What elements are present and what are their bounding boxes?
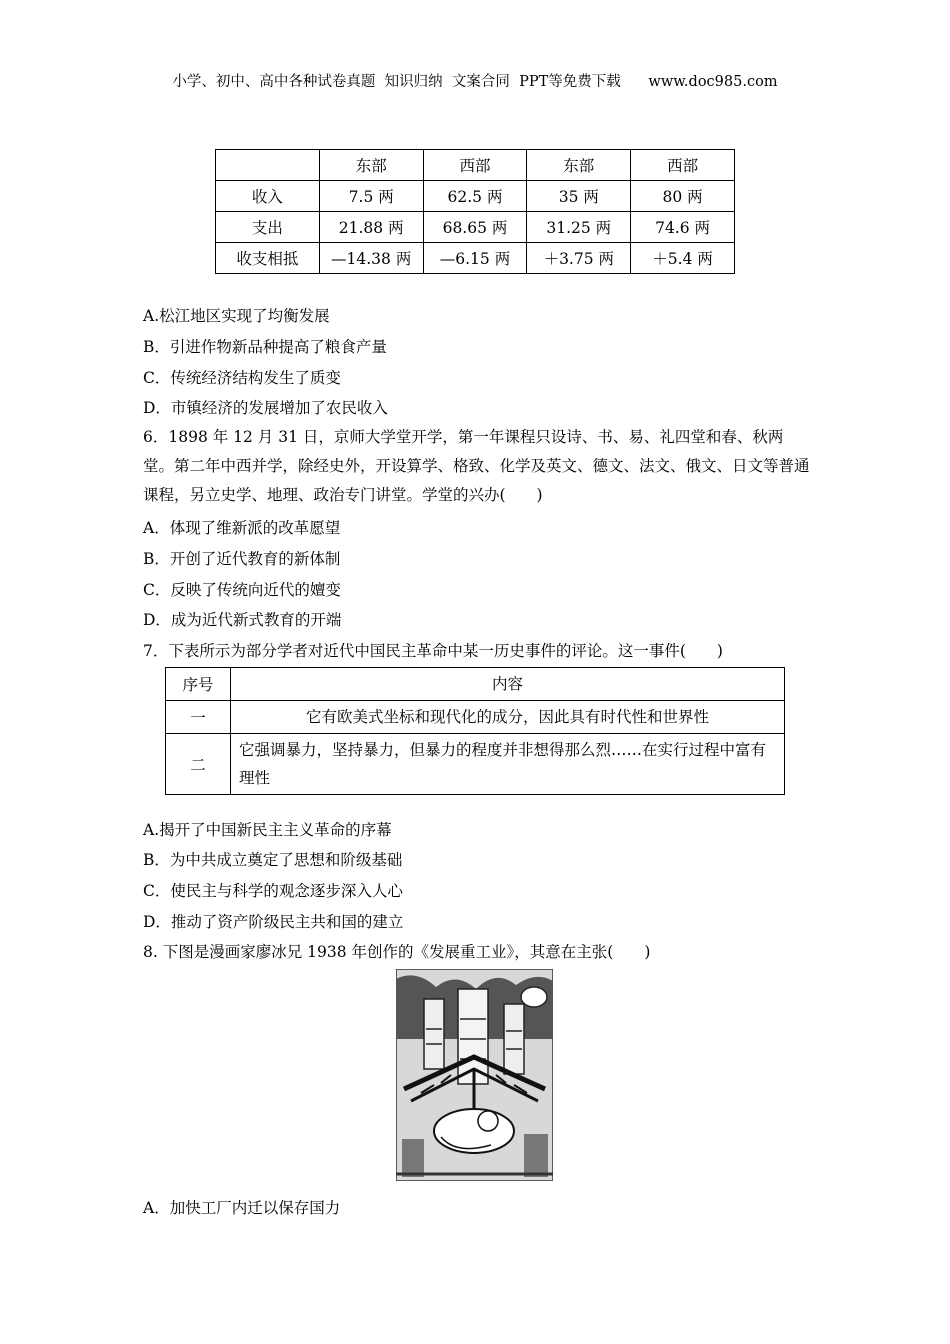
q7-option-c: C．使民主与科学的观念逐步深入人心: [143, 882, 403, 900]
table-cell: 21.88 两: [319, 212, 423, 243]
table-cell: [216, 150, 320, 181]
q6-option-b: B．开创了近代教育的新体制: [143, 550, 341, 568]
table-row: [216, 243, 735, 274]
q6-option-c: C．反映了传统向近代的嬗变: [143, 581, 341, 599]
table-row: [166, 701, 785, 734]
q5-option-b: B．引进作物新品种提高了粮食产量: [143, 338, 387, 356]
table-cell: 收入: [216, 181, 320, 212]
table-row: [216, 212, 735, 243]
table-cell: 西部: [423, 150, 527, 181]
table-cell: —6.15 两: [423, 243, 527, 274]
table-cell: 支出: [216, 212, 320, 243]
table-cell: 收支相抵: [216, 243, 320, 274]
table-cell: 一: [166, 701, 231, 734]
q8-stem: 8. 下图是漫画家廖冰兄 1938 年创作的《发展重工业》，其意在主张( ): [143, 943, 651, 961]
table-row: [216, 181, 735, 212]
table-cell: 东部: [319, 150, 423, 181]
table-cell: 80 两: [631, 181, 735, 212]
q7-option-a: A.揭开了中国新民主主义革命的序幕: [143, 821, 392, 839]
table-cell: 西部: [631, 150, 735, 181]
heavy-industry-cartoon: [396, 969, 553, 1181]
table-cell: 62.5 两: [423, 181, 527, 212]
q5-option-d: D．市镇经济的发展增加了农民收入: [143, 399, 388, 417]
q5-option-c: C．传统经济结构发生了质变: [143, 369, 341, 387]
q7-stem: 7．下表所示为部分学者对近代中国民主革命中某一历史事件的评论。这一事件( ): [143, 642, 723, 660]
table-cell: 内容: [231, 668, 785, 701]
q6-option-d: D．成为近代新式教育的开端: [143, 611, 342, 629]
table-cell: 7.5 两: [319, 181, 423, 212]
table-cell: 东部: [527, 150, 631, 181]
table-row: [166, 734, 785, 795]
table-cell: 31.25 两: [527, 212, 631, 243]
q6-option-a: A．体现了维新派的改革愿望: [143, 519, 341, 537]
commentary-table: [165, 667, 785, 795]
table-header-row: [216, 150, 735, 181]
table-cell: 二: [166, 734, 231, 795]
q7-option-b: B．为中共成立奠定了思想和阶级基础: [143, 851, 403, 869]
q7-option-d: D．推动了资产阶级民主共和国的建立: [143, 913, 404, 931]
table-header-row: [166, 668, 785, 701]
table-cell: ＋5.4 两: [631, 243, 735, 274]
table-cell: 35 两: [527, 181, 631, 212]
table-cell: 它有欧美式坐标和现代化的成分，因此具有时代性和世界性: [231, 701, 785, 734]
table-cell: —14.38 两: [319, 243, 423, 274]
q5-option-a: A.松江地区实现了均衡发展: [143, 307, 330, 325]
table-cell: ＋3.75 两: [527, 243, 631, 274]
table-cell: 68.65 两: [423, 212, 527, 243]
table-cell: 序号: [166, 668, 231, 701]
income-expense-table: [215, 149, 735, 274]
table-cell: 74.6 两: [631, 212, 735, 243]
q6-stem: 6．1898 年 12 月 31 日，京师大学堂开学，第一年课程只设诗、书、易、礼四堂和春、秋两堂。第二年中西并学，除经史外，开设算学、格致、化学及英文、德文、法文、俄文、日文等普通课程，另立史学、地理、政治专门讲堂。学堂的兴办( ): [143, 428, 810, 504]
table-cell: 它强调暴力，坚持暴力，但暴力的程度并非想得那么烈……在实行过程中富有理性: [231, 734, 785, 795]
page-header: 小学、初中、高中各种试卷真题 知识归纳 文案合同 PPT等免费下载 www.doc985.com: [172, 74, 778, 90]
q8-option-a: A．加快工厂内迁以保存国力: [143, 1199, 341, 1217]
